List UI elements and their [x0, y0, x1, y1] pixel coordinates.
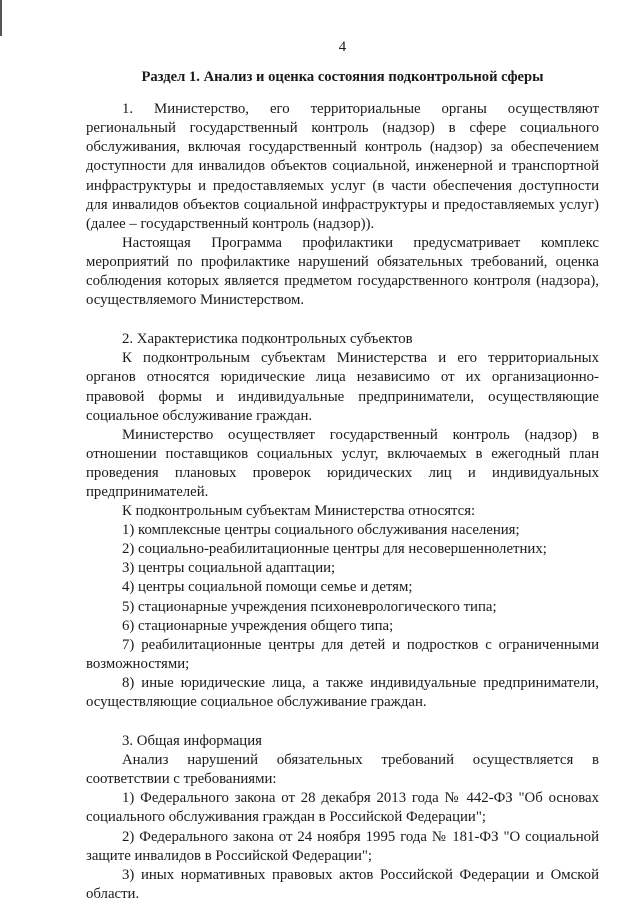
list-item-2-6: 6) стационарные учреждения общего типа;: [122, 617, 394, 634]
paragraph-1-1: 1. Министерство, его территориальные органы осуществляют региональный государственный контроль (надзор) в сфере социального обслуживания, включая государственный контроль (надзор) за обеспечением доступности для инвалидов объектов социальной, инженерной и транспортной инфраструктуры и предоставляемых услуг (в части обеспечения доступности для инвалидов объектов социальной инфраструктуры и предоставляемых услуг) (далее – государственный контроль (надзор)).: [86, 101, 599, 232]
paragraph-2-3: К подконтрольным субъектам Министерства относятся:: [122, 503, 476, 520]
list-item-2-8: 8) иные юридические лица, а также индивидуальные предприниматели, осуществляющие социальное обслуживание граждан.: [86, 674, 599, 710]
list-item-2-1: 1) комплексные центры социального обслуживания населения;: [122, 522, 520, 539]
list-item-2-3: 3) центры социальной адаптации;: [122, 560, 336, 577]
paragraph-2-2: Министерство осуществляет государственный контроль (надзор) в отношении поставщиков социальных услуг, включаемых в ежегодный план проведения плановых проверок юридических лиц и индивидуальных предпринимателей.: [86, 426, 599, 500]
section-title: Раздел 1. Анализ и оценка состояния подконтрольной сферы: [141, 69, 544, 86]
paragraph-2-1: К подконтрольным субъектам Министерства и его территориальных органов относятся юридические лица независимо от их организационно-правовой формы и индивидуальные предприниматели, осуществляющие социальное обслуживание граждан.: [86, 350, 599, 424]
list-item-2-2: 2) социально-реабилитационные центры для несовершеннолетних;: [122, 541, 547, 558]
list-item-2-4: 4) центры социальной помощи семье и детям;: [122, 579, 413, 596]
list-item-3-1: 1) Федерального закона от 28 декабря 2013 года № 442-ФЗ "Об основах социального обслуживания граждан в Российской Федерации";: [86, 790, 599, 826]
list-item-2-7: 7) реабилитационные центры для детей и подростков с ограниченными возможностями;: [86, 636, 599, 672]
subsection-heading-3: 3. Общая информация: [122, 733, 262, 750]
document-page: [86, 38, 599, 904]
list-item-3-3: 3) иных нормативных правовых актов Российской Федерации и Омской области.: [86, 866, 599, 902]
scan-edge-mark: [0, 0, 2, 36]
subsection-heading-2: 2. Характеристика подконтрольных субъектов: [122, 331, 413, 348]
page-number: 4: [338, 39, 347, 55]
paragraph-1-2: Настоящая Программа профилактики предусматривает комплекс мероприятий по профилактике нарушений обязательных требований, оценка соблюдения которых является предметом государственного контроля (надзора), осуществляемого Министерством.: [86, 234, 599, 309]
paragraph-3-1: Анализ нарушений обязательных требований осуществляется в соответствии с требованиями:: [86, 752, 599, 788]
list-item-2-5: 5) стационарные учреждения психоневрологического типа;: [122, 598, 497, 615]
list-item-3-2: 2) Федерального закона от 24 ноября 1995 года № 181-ФЗ "О социальной защите инвалидов в Российской Федерации";: [86, 828, 599, 864]
